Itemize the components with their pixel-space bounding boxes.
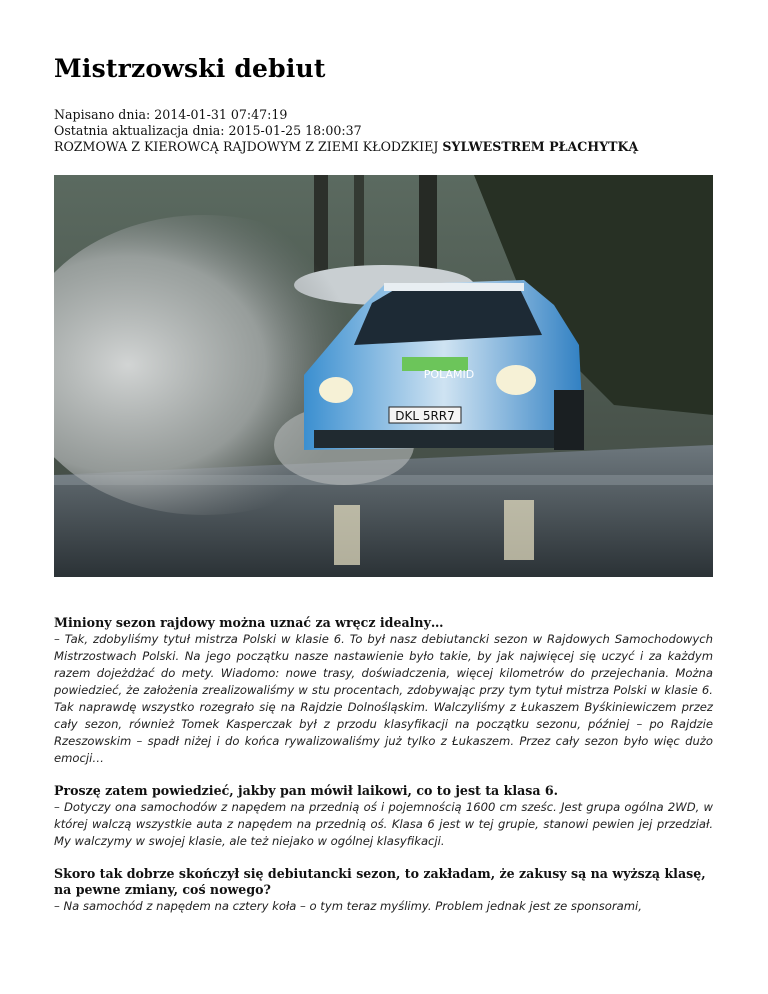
lead-prefix: ROZMOWA Z KIEROWCĄ RAJDOWYM Z ZIEMI KŁODZKIEJ bbox=[54, 139, 439, 154]
article-title: Mistrzowski debiut bbox=[54, 54, 326, 83]
lead-name: SYLWESTREM PŁACHYTKĄ bbox=[442, 139, 639, 154]
article-body bbox=[54, 615, 713, 915]
lead-line bbox=[54, 139, 638, 155]
published-date: Napisano dnia: 2014-01-31 07:47:19 bbox=[54, 107, 288, 122]
question-3: Skoro tak dobrze skończył się debiutancki sezon, to zakładam, że zakusy są na wyższą klasę, na pewne zmiany, coś nowego? bbox=[54, 866, 706, 897]
question-1: Miniony sezon rajdowy można uznać za wręcz idealny… bbox=[54, 615, 444, 630]
answer-1: – Tak, zdobyliśmy tytuł mistrza Polski w klasie 6. To był nasz debiutancki sezon w Rajdowych Samochodowych Mistrzostwach Polski. Na jego początku nasze nastawienie było takie, by jak najwięcej się uczyć i za każdym razem dojeżdżać do mety. Wiadomo: nowe trasy, doświadczenia, więcej kilometrów do przejechania. Można powiedzieć, że założenia zrealizowaliśmy w stu procentach, zdobywając przy tym tytuł mistrza Polski w klasie 6. Tak naprawdę wszystko rozegrało się na Rajdzie Dolnośląskim. Walczyliśmy z Łukaszem Byśkiniewiczem przez cały sezon, również Tomek Kasperczak był z przodu klasyfikacji na początku sezonu, później – po Rajdzie Rzeszowskim – spadł niżej i do końca rywalizowaliśmy już tylko z Łukaszem. Przez cały sezon było więc dużo emocji… bbox=[54, 632, 713, 765]
answer-3: – Na samochód z napędem na cztery koła – o tym teraz myślimy. Problem jednak jest ze sponsorami, bbox=[54, 899, 642, 913]
rally-car-photo bbox=[54, 175, 713, 577]
article-meta bbox=[54, 107, 638, 155]
updated-date: Ostatnia aktualizacja dnia: 2015-01-25 18:00:37 bbox=[54, 123, 362, 138]
license-plate: DKL 5RR7 bbox=[395, 409, 455, 423]
question-2: Proszę zatem powiedzieć, jakby pan mówił laikowi, co to jest ta klasa 6. bbox=[54, 783, 559, 798]
answer-2: – Dotyczy ona samochodów z napędem na przednią oś i pojemnością 1600 cm sześc. Jest grupa ogólna 2WD, w której walczą wszystkie auta z napędem na przednią oś. Klasa 6 jest w tej grupie, stanowi pewien jej przedział. My walczymy w swojej klasie, ale też niejako w ogólnej klasyfikacji. bbox=[54, 800, 713, 848]
sponsor-decal: POLAMID bbox=[423, 368, 475, 381]
